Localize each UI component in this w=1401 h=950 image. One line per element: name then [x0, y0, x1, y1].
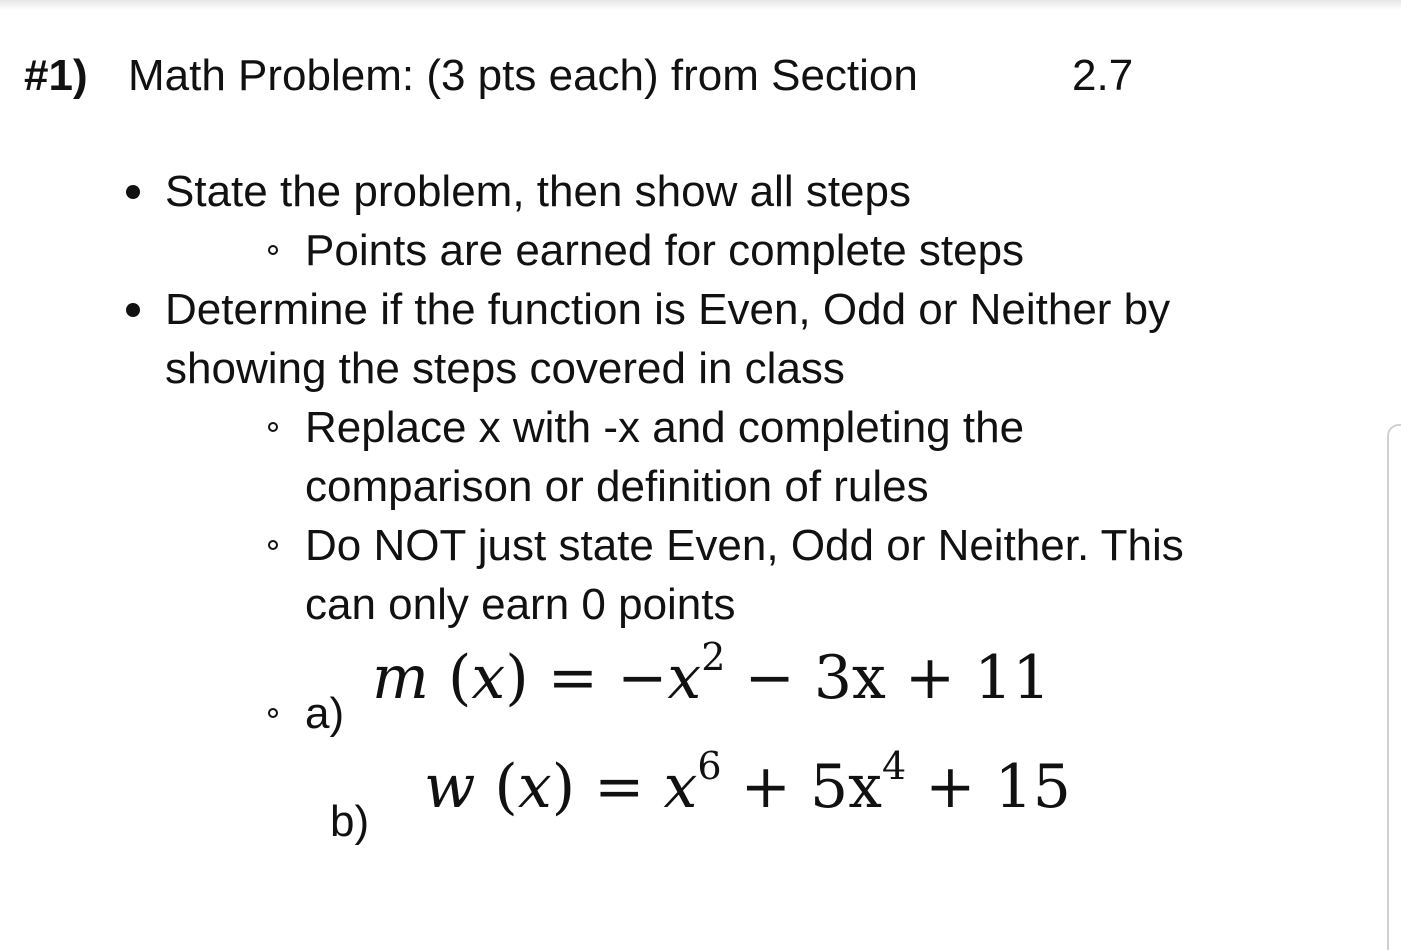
scroll-panel-edge[interactable] — [1387, 424, 1401, 950]
equation-a: m $(x) = -x^2 - 3x + 11$ — [372, 635, 1051, 713]
bullet-dot — [126, 303, 140, 317]
bullet-2-line-2: showing the steps covered in class — [165, 344, 845, 393]
sub-bullet-circle — [268, 708, 278, 718]
sub-bullet-1-1: Points are earned for complete steps — [305, 226, 1025, 275]
top-shadow — [0, 0, 1401, 10]
section-number: 2.7 — [1072, 51, 1134, 100]
equation-b: w $(x) = x^6 + 5x^4 + 15$ — [424, 744, 1071, 822]
bullet-1-text: State the problem, then show all steps — [165, 167, 911, 216]
bullet-dot — [126, 185, 140, 199]
sub-bullet-2-1-line-1: Replace x with -x and completing the — [305, 403, 1025, 452]
problem-b-label: b) — [330, 797, 370, 846]
sub-bullet-circle — [268, 540, 278, 550]
sub-bullet-2-2-line-2: can only earn 0 points — [305, 580, 736, 629]
problem-title: Math Problem: (3 pts each) from Section — [128, 51, 918, 100]
sub-bullet-circle — [268, 422, 278, 432]
problem-a-label: a) — [305, 689, 345, 738]
sub-bullet-circle — [268, 245, 278, 255]
sub-bullet-2-2-line-1: Do NOT just state Even, Odd or Neither. This — [305, 521, 1184, 570]
bullet-2-line-1: Determine if the function is Even, Odd or Neither by — [165, 285, 1171, 334]
sub-bullet-2-1-line-2: comparison or definition of rules — [305, 462, 929, 511]
problem-number: #1) — [24, 51, 88, 100]
